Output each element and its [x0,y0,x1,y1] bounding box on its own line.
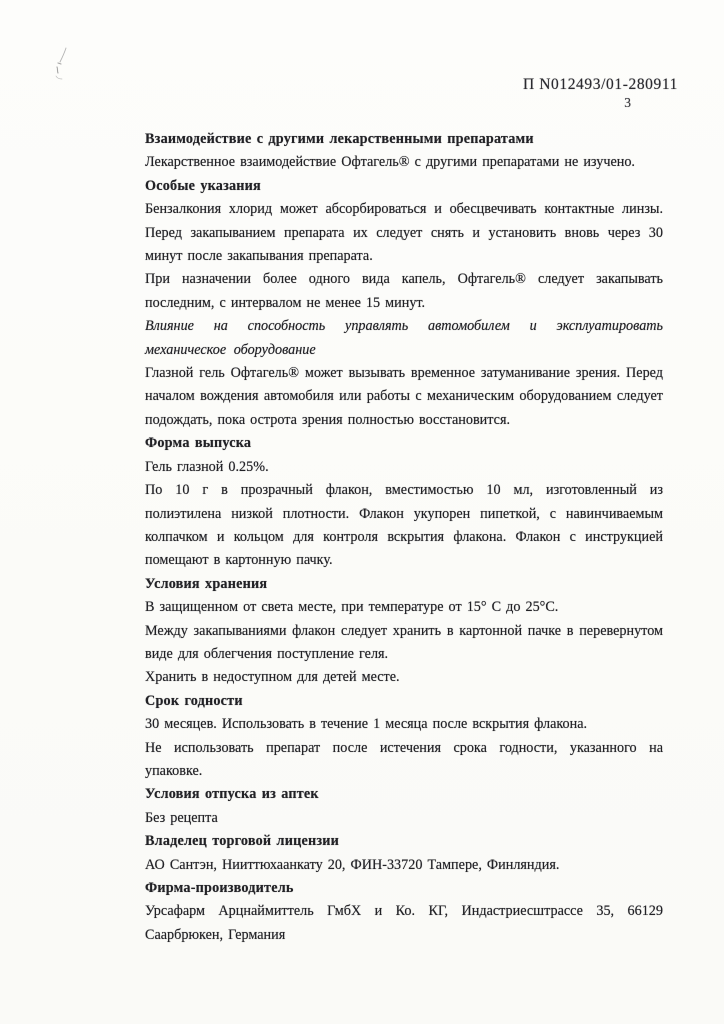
registration-number: П N012493/01-280911 [522,76,678,93]
paragraph: Между закапываниями флакон следует хранить в картонной пачке в перевернутом виде для облегчения поступление геля. [145,622,663,662]
handwritten-pencil-mark [44,46,76,90]
section-heading-special-instructions: Особые указания [145,177,261,194]
paragraph: По 10 г в прозрачный флакон, вместимостью 10 мл, изготовленный из полиэтилена низкой плотности. Флакон укупорен пипеткой, с навинчиваемым колпачком и кольцом для контроля вскрытия флакона. Флакон с инструкцией помещают в картонную пачку. [145,482,663,569]
paragraph: Не использовать препарат после истечения срока годности, указанного на упаковке. [145,739,663,779]
section-heading-manufacturer: Фирма-производитель [145,880,294,896]
section-heading-shelf-life: Срок годности [145,692,243,709]
section-heading-license-holder: Владелец торговой лицензии [145,833,339,850]
paragraph: Лекарственное взаимодействие Офтагель® с другими препаратами не изучено. [145,154,635,171]
page-number: 3 [624,95,631,110]
paragraph: Бензалкония хлорид может абсорбироваться и обесцвечивать контактные линзы. Перед закапыванием препарата их следует снять и установить вновь через 30 минут после закапывания препарата. [145,201,663,265]
paragraph: Без рецепта [145,809,218,826]
paragraph: 30 месяцев. Использовать в течение 1 месяца после вскрытия флакона. [145,716,588,733]
section-heading-storage: Условия хранения [145,575,268,592]
section-heading-release-form: Форма выпуска [145,435,252,452]
paragraph: Глазной гель Офтагель® может вызывать временное затуманивание зрения. Перед началом вождения автомобиля или работы с механическим оборудованием следует подождать, пока острота зрения полностью восстановится. [145,365,663,428]
paragraph: Гель глазной 0.25%. [145,458,269,475]
paragraph: В защищенном от света месте, при температуре от 15° С до 25°С. [145,599,559,616]
paragraph: Урсафарм Арцнаймиттель ГмбХ и Ко. КГ, Индастриесштрассе 35, 66129 Саарбрюкен, Германия [145,903,663,943]
section-heading-dispensing: Условия отпуска из аптек [145,786,319,803]
document-body [145,128,663,947]
section-heading-interactions: Взаимодействие с другими лекарственными препаратами [145,131,534,147]
paragraph: Хранить в недоступном для детей месте. [145,669,400,686]
paragraph: АО Сантэн, Нииттюхаанкату 20, ФИН-33720 Тампере, Финляндия. [145,856,560,873]
subsection-heading-driving: Влияние на способность управлять автомобилем и эксплуатировать механическое оборудование [145,318,663,358]
paragraph: При назначении более одного вида капель, Офтагель® следует закапывать последним, с интервалом не менее 15 минут. [145,271,663,311]
